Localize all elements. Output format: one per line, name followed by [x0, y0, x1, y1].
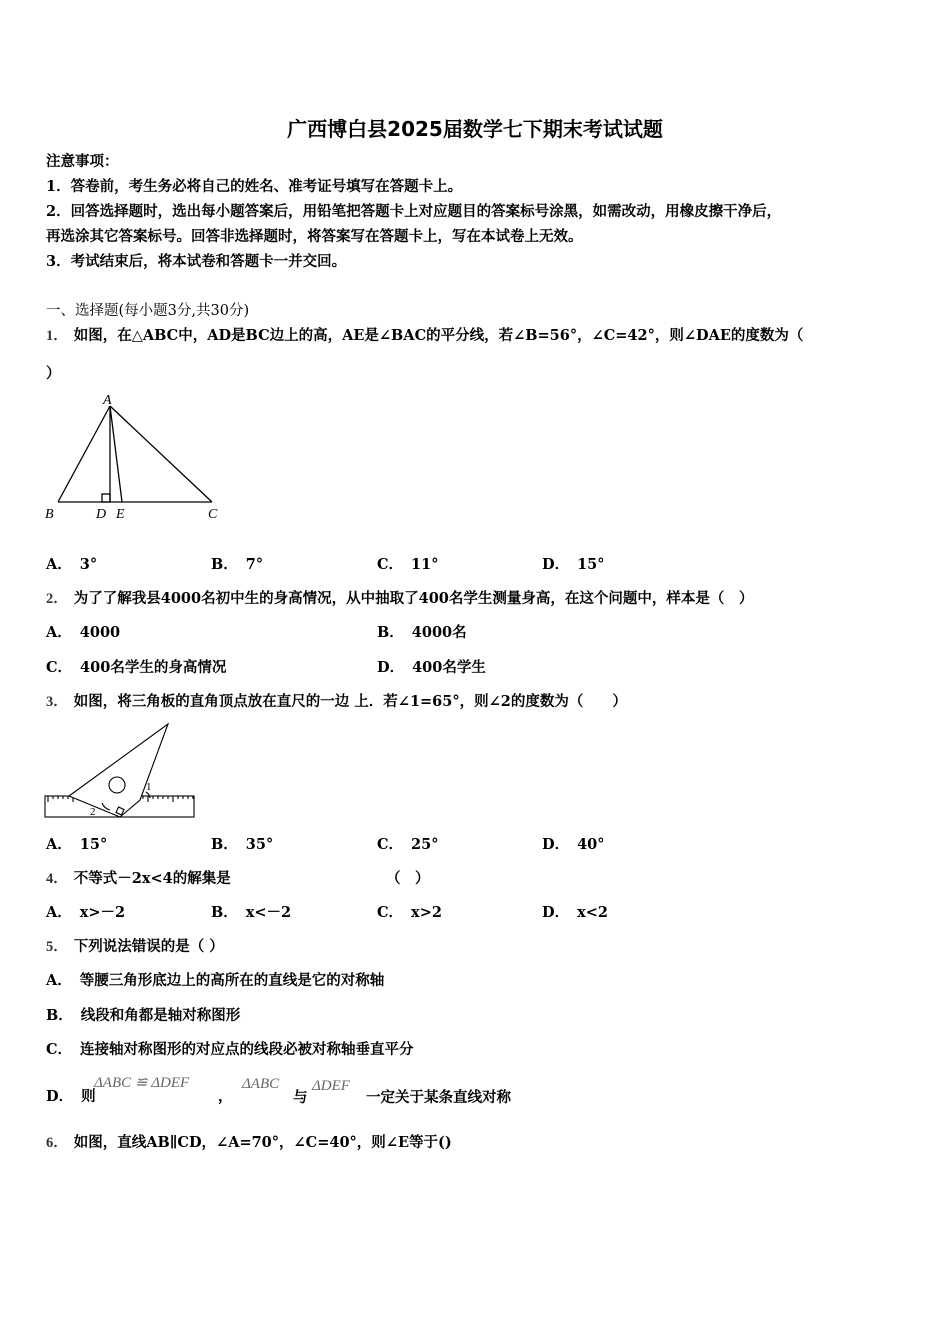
- q4-option-b[interactable]: B． x<－2: [211, 904, 292, 921]
- q4-option-d[interactable]: D． x<2: [542, 904, 608, 921]
- q4-option-c[interactable]: C． x>2: [377, 904, 442, 921]
- notice-item: 再选涂其它答案标号。回答非选择题时，将答案写在答题卡上，写在本试卷上无效。: [46, 228, 583, 245]
- question-1-end: ）: [46, 365, 61, 382]
- question-3: [46, 692, 627, 712]
- ruler-triangle-figure: [42, 720, 202, 825]
- question-text: 如图，将三角板的直角顶点放在直尺的一边 上．若∠1=65°，则∠2的度数为（ ）: [73, 693, 627, 710]
- question-text: 如图，在△ABC中，AD是BC边上的高，AE是∠BAC的平分线，若∠B=56°，∠C=42°，则∠DAE的度数为（: [73, 327, 804, 344]
- triangle-figure: [40, 388, 240, 528]
- notice-item: 3．考试结束后，将本试卷和答题卡一并交回。: [46, 253, 347, 270]
- question-text: 为了了解我县4000名初中生的身高情况，从中抽取了400名学生测量身高，在这个问题中，样本是（ ）: [73, 590, 754, 607]
- question-text: 如图，直线AB∥CD，∠A=70°，∠C=40°，则∠E等于(): [73, 1134, 452, 1151]
- question-number: 6．: [46, 1135, 68, 1151]
- q3-option-c[interactable]: C． 25°: [377, 836, 439, 853]
- notice-item: 2．回答选择题时，选出每小题答案后，用铅笔把答题卡上对应题目的答案标号涂黑，如需改动，用橡皮擦干净后，: [46, 203, 782, 220]
- question-5: [46, 937, 224, 957]
- question-4-paren: （ ）: [386, 870, 430, 887]
- angle-1-label: 1: [146, 781, 152, 793]
- q1-option-d[interactable]: D． 15°: [542, 556, 605, 573]
- side-ab: [58, 406, 110, 502]
- bisector-ae: [110, 406, 122, 502]
- question-4: [46, 869, 231, 889]
- side-ac: [110, 406, 212, 502]
- q2-option-b[interactable]: B． 4000名: [377, 624, 467, 641]
- label-c: C: [208, 507, 218, 522]
- section-heading: 一、选择题(每小题3分,共30分): [46, 303, 250, 319]
- question-6: [46, 1133, 452, 1153]
- question-text: 下列说法错误的是（ ）: [73, 938, 224, 955]
- q5-d-mid: 与: [293, 1089, 308, 1106]
- question-number: 2．: [46, 591, 68, 607]
- q5-option-a[interactable]: A． 等腰三角形底边上的高所在的直线是它的对称轴: [46, 972, 385, 989]
- math-triangle-def: ΔDEF: [312, 1078, 350, 1094]
- notice-item: 1．答卷前，考生务必将自己的姓名、准考证号填写在答题卡上。: [46, 178, 463, 195]
- question-number: 3．: [46, 694, 68, 710]
- q2-option-a[interactable]: A． 4000: [46, 624, 121, 641]
- angle-2-label: 2: [90, 806, 96, 818]
- q5-d-comma: ，: [218, 1088, 233, 1105]
- q5-d-post: 一定关于某条直线对称: [366, 1089, 511, 1106]
- math-triangle-abc: ΔABC: [242, 1076, 280, 1092]
- notice-heading: 注意事项：: [46, 153, 119, 170]
- set-square: [69, 724, 168, 817]
- q5-option-b[interactable]: B． 线段和角都是轴对称图形: [46, 1007, 241, 1024]
- q3-option-b[interactable]: B． 35°: [211, 836, 274, 853]
- q1-option-a[interactable]: A． 3°: [46, 556, 98, 573]
- question-number: 1．: [46, 328, 68, 344]
- label-a: A: [103, 393, 112, 408]
- q3-option-a[interactable]: A． 15°: [46, 836, 108, 853]
- question-1: [46, 326, 803, 346]
- q4-option-a[interactable]: A． x>－2: [46, 904, 126, 921]
- q3-option-d[interactable]: D． 40°: [542, 836, 605, 853]
- page-title: 广西博白县2025届数学七下期末考试试题: [287, 117, 663, 141]
- question-text: 不等式－2x<4的解集是: [73, 870, 231, 887]
- label-e: E: [116, 507, 125, 522]
- question-2: [46, 589, 753, 609]
- q1-option-c[interactable]: C． 11°: [377, 556, 439, 573]
- label-d: D: [96, 507, 107, 522]
- math-congruence: ΔABC ≌ ΔDEF: [94, 1075, 190, 1091]
- q1-option-b[interactable]: B． 7°: [211, 556, 264, 573]
- label-b: B: [45, 507, 54, 522]
- question-number: 4．: [46, 871, 68, 887]
- q5-option-d[interactable]: D． 则: [46, 1088, 96, 1105]
- question-number: 5．: [46, 939, 68, 955]
- q2-option-c[interactable]: C． 400名学生的身高情况: [46, 659, 227, 676]
- q2-option-d[interactable]: D． 400名学生: [377, 659, 486, 676]
- q5-option-c[interactable]: C． 连接轴对称图形的对应点的线段必被对称轴垂直平分: [46, 1041, 414, 1058]
- right-angle-mark: [102, 494, 110, 502]
